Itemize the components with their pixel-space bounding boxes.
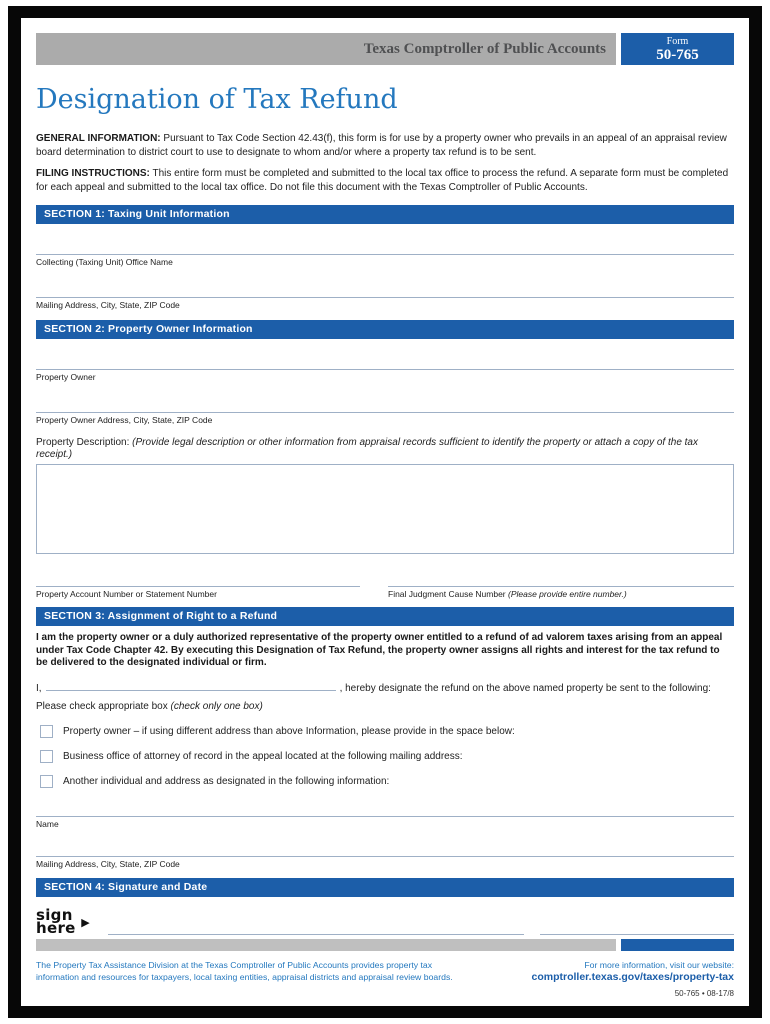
final-judgment-cause-number-label — [388, 589, 734, 599]
page-footer — [36, 939, 734, 998]
checkbox-instructions-note: (check only one box) — [167, 700, 263, 712]
designee-mailing-address-line[interactable] — [36, 856, 734, 857]
property-owner-address-label: Property Owner Address, City, State, ZIP Code — [36, 415, 213, 425]
form-header — [36, 33, 734, 65]
footer-website-block — [532, 960, 735, 984]
sign-here-arrow-icon: ▶ — [81, 915, 90, 929]
designee-sentence — [36, 682, 734, 695]
footer-gray-bar — [36, 939, 616, 951]
option-property-owner-label: Property owner – if using different address than above Information, please provide in the space below: — [63, 725, 515, 737]
section-4-title: SECTION 4: Signature and Date — [44, 880, 208, 893]
filing-instructions-paragraph — [36, 167, 734, 194]
footer-text-row — [36, 960, 734, 984]
general-information-paragraph — [36, 132, 734, 159]
account-and-judgment-row — [36, 586, 734, 599]
designee-mailing-address-label: Mailing Address, City, State, ZIP Code — [36, 858, 180, 869]
option-another-individual-label: Another individual and address as designated in the following information: — [63, 775, 390, 787]
property-description-label: Property Description: — [36, 437, 130, 448]
option-another-individual — [36, 775, 734, 788]
collecting-office-label: Collecting (Taxing Unit) Office Name — [36, 257, 173, 267]
field-designee-mailing-address — [36, 856, 734, 869]
section-4-header — [36, 878, 734, 897]
final-judgment-label-text: Final Judgment Cause Number — [388, 589, 506, 599]
field-final-judgment-cause-number — [388, 586, 734, 599]
collecting-office-input-line[interactable] — [36, 254, 734, 255]
option-property-owner — [36, 725, 734, 738]
section-2-title: SECTION 2: Property Owner Information — [44, 323, 253, 335]
property-owner-input-line[interactable] — [36, 369, 734, 370]
field-collecting-office — [36, 254, 734, 267]
option-attorney-office — [36, 750, 734, 763]
assignment-statement: I am the property owner or a duly authorized representative of the property owner entitled to a refund of ad valorem taxes arising from an appeal under Tax Code Chapter 42. By executing this Designation of Tax Refund, the property owner assigns all rights and interest for the tax refund to be delivered to the designated individual or firm. — [36, 632, 723, 668]
property-account-number-input-line[interactable] — [36, 586, 360, 587]
designee-name-line[interactable] — [36, 816, 734, 817]
final-judgment-label-note: (Please provide entire number.) — [505, 589, 627, 599]
filing-instructions-label: FILING INSTRUCTIONS: — [36, 168, 150, 179]
page-title: Designation of Tax Refund — [36, 84, 398, 115]
form-page — [21, 18, 749, 1006]
footer-blue-bar — [621, 939, 734, 951]
taxing-unit-mailing-address-label: Mailing Address, City, State, ZIP Code — [36, 300, 180, 310]
checkbox-instructions — [36, 701, 734, 713]
property-owner-address-input-line[interactable] — [36, 412, 734, 413]
sign-here-word-here: here — [36, 918, 76, 937]
checkbox-property-owner[interactable] — [40, 725, 53, 738]
form-number-box — [621, 33, 734, 65]
final-judgment-cause-number-input-line[interactable] — [388, 586, 734, 587]
field-property-account-number — [36, 586, 360, 599]
footer-website-link[interactable]: comptroller.texas.gov/taxes/property-tax — [531, 971, 734, 983]
field-designee-name — [36, 816, 734, 829]
sign-here-word-sign: sign — [36, 905, 73, 924]
section-3-title: SECTION 3: Assignment of Right to a Refund — [44, 610, 278, 622]
field-property-owner — [36, 369, 734, 382]
field-taxing-unit-mailing-address — [36, 297, 734, 310]
property-owner-label: Property Owner — [36, 372, 96, 382]
footer-website-label: For more information, visit our website: — [584, 960, 734, 970]
section-1-header — [36, 205, 734, 224]
sign-here-mark — [36, 905, 92, 937]
designee-name-label: Name — [36, 818, 59, 829]
property-description-caption — [36, 437, 734, 461]
section-3-header — [36, 607, 734, 626]
agency-name: Texas Comptroller of Public Accounts — [363, 40, 606, 57]
date-input-line[interactable] — [540, 934, 734, 935]
footer-assistance-text: The Property Tax Assistance Division at the Texas Comptroller of Public Accounts provides property tax information and resources for taxpayers, local taxing entities, appraisal districts and appraisal review boards. — [36, 960, 453, 982]
property-description-box[interactable] — [36, 464, 734, 554]
section-1-title: SECTION 1: Taxing Unit Information — [44, 208, 230, 220]
checkbox-instructions-text: Please check appropriate box — [36, 700, 168, 712]
general-information-label: GENERAL INFORMATION: — [36, 133, 161, 144]
property-description-note: (Provide legal description or other information from appraisal records sufficient to identify the property or attach a copy of the tax receipt.) — [36, 437, 698, 460]
designee-prefix: I, — [36, 682, 42, 694]
signature-input-line[interactable] — [108, 934, 524, 935]
checkbox-attorney-office[interactable] — [40, 750, 53, 763]
section-2-header — [36, 320, 734, 339]
property-account-number-label: Property Account Number or Statement Number — [36, 589, 217, 599]
designee-name-input-line[interactable] — [46, 690, 336, 691]
form-revision-number: 50-765 • 08-17/8 — [674, 989, 734, 998]
form-word: Form — [666, 35, 689, 47]
agency-banner — [36, 33, 616, 65]
footer-divider-bars — [36, 939, 734, 951]
form-number: 50-765 — [656, 46, 699, 63]
general-information-text: Pursuant to Tax Code Section 42.43(f), this form is for use by a property owner who prevails in an appeal of an appraisal review board determination to district court to use to designate to whom and/or where a property tax refund is to be sent. — [36, 133, 727, 158]
checkbox-another-individual[interactable] — [40, 775, 53, 788]
option-attorney-office-label: Business office of attorney of record in the appeal located at the following mailing address: — [63, 750, 463, 762]
designee-suffix: , hereby designate the refund on the above named property be sent to the following: — [339, 682, 711, 694]
taxing-unit-mailing-address-input-line[interactable] — [36, 297, 734, 298]
filing-instructions-text: This entire form must be completed and submitted to the local tax office to process the refund. A separate form must be completed for each appeal and submitted to the local tax office. Do not file this document with the Texas Comptroller of Public Accounts. — [36, 168, 729, 193]
field-property-owner-address — [36, 412, 734, 425]
